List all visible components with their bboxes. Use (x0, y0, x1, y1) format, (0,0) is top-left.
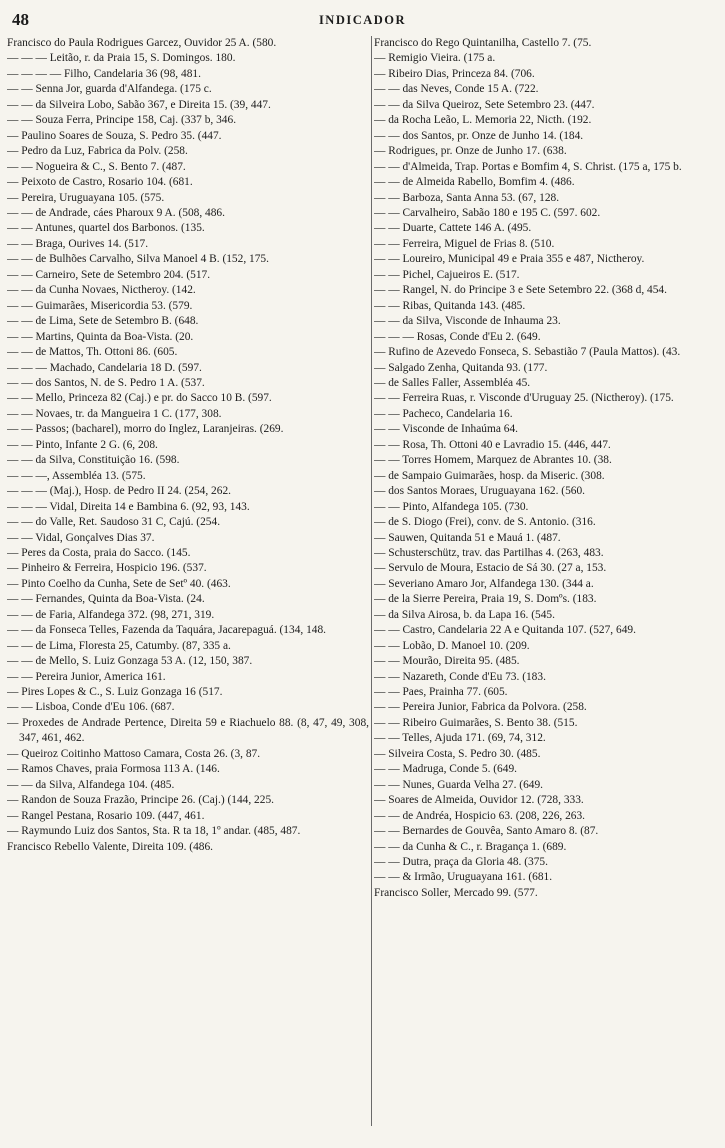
directory-entry: — — Guimarães, Misericordia 53. (579. (7, 299, 193, 312)
directory-entry: — — da Silva, Visconde de Inhauma 23. (374, 315, 561, 328)
directory-entry: — — da Silveira Lobo, Sabão 367, e Direita 15. (39, 447. (7, 98, 271, 111)
directory-entry: — Salgado Zenha, Quitanda 93. (177. (374, 361, 548, 374)
directory-entry: — — Nunes, Guarda Velha 27. (649. (374, 778, 544, 791)
directory-entry: — Sauwen, Quitanda 51 e Mauá 1. (487. (374, 531, 561, 544)
directory-entry: — — — Machado, Candelaria 18 D. (597. (7, 361, 202, 374)
directory-entry: — — Pinto, Alfandega 105. (730. (374, 500, 529, 513)
page-number: 48 (12, 10, 29, 29)
directory-entry: — — Loureiro, Municipal 49 e Praia 355 e 487, Nictheroy. (374, 253, 645, 266)
directory-entry: — Pinto Coelho da Cunha, Sete de Setº 40. (463. (7, 577, 231, 590)
directory-entry: — — de Andréa, Hospicio 63. (208, 226, 263. (374, 809, 586, 822)
directory-entry: — — — Vidal, Direita 14 e Bambina 6. (92, 93, 143. (7, 500, 250, 513)
page-header (0, 0, 725, 34)
directory-entry: Francisco do Rego Quintanilha, Castello 7. (75. (374, 37, 592, 49)
directory-entry: — Pires Lopes & C., S. Luiz Gonzaga 16 (517. (7, 686, 223, 699)
directory-entry: — — Ferreira, Miguel de Frias 8. (510. (374, 237, 555, 250)
directory-entry: — — Vidal, Gonçalves Dias 37. (7, 531, 155, 544)
directory-entry: — Remigio Vieira. (175 a. (374, 52, 496, 65)
directory-entry: — Servulo de Moura, Estacio de Sá 30. (27 a, 153. (374, 562, 607, 575)
directory-entry: — — Nogueira & C., S. Bento 7. (487. (7, 160, 186, 173)
directory-entry: — — Lobão, D. Manoel 10. (209. (374, 639, 530, 652)
directory-entry: — — das Neves, Conde 15 A. (722. (374, 83, 539, 96)
directory-entry: — Paulino Soares de Souza, S. Pedro 35. (447. (7, 129, 222, 142)
directory-entry: — Peres da Costa, praia do Sacco. (145. (7, 546, 191, 559)
directory-entry: — — —, Assembléa 13. (575. (7, 469, 146, 482)
directory-entry: — — Pereira Junior, America 161. (7, 670, 166, 683)
directory-entry: — — Fernandes, Quinta da Boa-Vista. (24. (7, 593, 205, 606)
directory-entry: — Rodrigues, pr. Onze de Junho 17. (638. (374, 145, 567, 158)
directory-entry: — — Telles, Ajuda 171. (69, 74, 312. (374, 732, 546, 745)
column-divider (371, 36, 372, 1126)
directory-entry: — Queiroz Coitinho Mattoso Camara, Costa 26. (3, 87. (7, 747, 261, 760)
directory-entry: — — Souza Ferra, Principe 158, Caj. (337 b, 346. (7, 114, 237, 127)
directory-entry: — — — (Maj.), Hosp. de Pedro II 24. (254, 262. (7, 485, 231, 498)
directory-entry: — — Ribeiro Guimarães, S. Bento 38. (515. (374, 716, 578, 729)
directory-entry: — dos Santos Moraes, Uruguayana 162. (560. (374, 485, 586, 498)
directory-entry: Francisco do Paula Rodrigues Garcez, Ouvidor 25 A. (580. (7, 37, 277, 49)
directory-entry: — Ribeiro Dias, Princeza 84. (706. (374, 67, 535, 80)
directory-entry: — — Ferreira Ruas, r. Visconde d'Uruguay 25. (Nictheroy). (175. (374, 392, 674, 405)
directory-entry: — — Rangel, N. do Principe 3 e Sete Setembro 22. (368 d, 454. (374, 284, 667, 297)
directory-entry: — — dos Santos, N. de S. Pedro 1 A. (537. (7, 376, 205, 389)
directory-entry: — — Bernardes de Gouvêa, Santo Amaro 8. (87. (374, 825, 599, 838)
page-title: INDICADOR (318, 13, 407, 27)
directory-entry: — — de Faria, Alfandega 372. (98, 271, 319. (7, 608, 215, 621)
directory-entry: — — Novaes, tr. da Mangueira 1 C. (177, 308. (7, 407, 222, 420)
right-column (374, 36, 721, 1140)
directory-entry: — — Carvalheiro, Sabão 180 e 195 C. (597. 602. (374, 206, 601, 219)
directory-entry: — — de Mello, S. Luiz Gonzaga 53 A. (12, 150, 387. (7, 655, 253, 668)
directory-entry: — — Passos; (bacharel), morro do Inglez, Laranjeiras. (269. (7, 423, 284, 436)
directory-entry: — — Paes, Prainha 77. (605. (374, 686, 508, 699)
directory-entry: — de Sampaio Guimarães, hosp. da Miseric. (308. (374, 469, 605, 482)
directory-entry: — — Dutra, praça da Gloria 48. (375. (374, 856, 548, 869)
directory-entry: — Pinheiro & Ferreira, Hospicio 196. (537. (7, 562, 207, 575)
directory-entry: — da Silva Airosa, b. da Lapa 16. (545. (374, 608, 555, 621)
directory-entry: — Rangel Pestana, Rosario 109. (447, 461. (7, 809, 205, 822)
directory-entry: — — Ribas, Quitanda 143. (485. (374, 299, 526, 312)
directory-entry: — — — Leitão, r. da Praia 15, S. Domingos. 180. (7, 52, 236, 65)
directory-entry: Francisco Rebello Valente, Direita 109. (486. (7, 840, 214, 853)
directory-columns (7, 36, 721, 1140)
directory-entry: — de Salles Faller, Assembléa 45. (374, 376, 531, 389)
directory-entry: — Soares de Almeida, Ouvidor 12. (728, 333. (374, 794, 584, 807)
directory-entry: — Ramos Chaves, praia Formosa 113 A. (146. (7, 763, 220, 776)
directory-entry: — — Pichel, Cajueiros E. (517. (374, 268, 520, 281)
directory-entry: — da Rocha Leão, L. Memoria 22, Nicth. (192. (374, 114, 592, 127)
directory-entry: — Schusterschütz, trav. das Partilhas 4. (263, 483. (374, 546, 604, 559)
directory-entry: — — de Lima, Floresta 25, Catumby. (87, 335 a. (7, 639, 231, 652)
directory-entry: — Proxedes de Andrade Pertence, Direita 59 e Riachuelo 88. (8, 47, 49, 308, 347, 461, 462. (7, 716, 369, 745)
directory-entry: — — de Almeida Rabello, Bomfim 4. (486. (374, 176, 575, 189)
directory-entry: — — Duarte, Cattete 146 A. (495. (374, 222, 532, 235)
directory-entry: — — da Fonseca Telles, Fazenda da Taquára, Jacarepaguá. (134, 148. (7, 624, 327, 637)
directory-entry: — — de Lima, Sete de Setembro B. (648. (7, 315, 199, 328)
directory-entry: — — da Silva, Alfandega 104. (485. (7, 778, 175, 791)
directory-entry: — Peixoto de Castro, Rosario 104. (681. (7, 176, 193, 189)
directory-entry: — — Pereira Junior, Fabrica da Polvora. (258. (374, 701, 587, 714)
directory-entry: — — Barboza, Santa Anna 53. (67, 128. (374, 191, 560, 204)
directory-entry: — Randon de Souza Frazão, Principe 26. (Caj.) (144, 225. (7, 794, 274, 807)
directory-entry: — — de Andrade, cáes Pharoux 9 A. (508, 486. (7, 206, 225, 219)
directory-entry: — — Torres Homem, Marquez de Abrantes 10. (38. (374, 454, 612, 467)
directory-entry: — — do Valle, Ret. Saudoso 31 C, Cajú. (254. (7, 516, 221, 529)
directory-entry: — — da Silva, Constituição 16. (598. (7, 454, 180, 467)
directory-entry: — — — — Filho, Candelaria 36 (98, 481. (7, 67, 201, 80)
directory-entry: — — Madruga, Conde 5. (649. (374, 763, 517, 776)
directory-entry: — — — Rosas, Conde d'Eu 2. (649. (374, 330, 541, 343)
directory-entry: — — & Irmão, Uruguayana 161. (681. (374, 871, 553, 884)
directory-entry: — de S. Diogo (Frei), conv. de S. Antonio. (316. (374, 516, 596, 529)
directory-entry: — Severiano Amaro Jor, Alfandega 130. (344 a. (374, 577, 594, 590)
directory-entry: — — Pacheco, Candelaria 16. (374, 407, 513, 420)
directory-entry: — — Rosa, Th. Ottoni 40 e Lavradio 15. (446, 447. (374, 438, 611, 451)
directory-entry: — — Antunes, quartel dos Barbonos. (135. (7, 222, 205, 235)
directory-entry: — — da Silva Queiroz, Sete Setembro 23. (447. (374, 98, 595, 111)
left-column (7, 36, 369, 1140)
directory-entry: — Raymundo Luiz dos Santos, Sta. R ta 18, 1º andar. (485, 487. (7, 825, 301, 838)
directory-entry: — — Carneiro, Sete de Setembro 204. (517. (7, 268, 211, 281)
directory-entry: — — Martins, Quinta da Boa-Vista. (20. (7, 330, 194, 343)
directory-entry: — — d'Almeida, Trap. Portas e Bomfim 4, S. Christ. (175 a, 175 b. (374, 160, 682, 173)
directory-entry: — Silveira Costa, S. Pedro 30. (485. (374, 747, 541, 760)
directory-entry: — — de Bulhões Carvalho, Silva Manoel 4 B. (152, 175. (7, 253, 269, 266)
directory-entry: — Pedro da Luz, Fabrica da Polv. (258. (7, 145, 188, 158)
directory-entry: Francisco Soller, Mercado 99. (577. (374, 886, 538, 899)
directory-entry: — — Pinto, Infante 2 G. (6, 208. (7, 438, 158, 451)
directory-entry: — — Braga, Ourives 14. (517. (7, 237, 149, 250)
directory-entry: — — Castro, Candelaria 22 A e Quitanda 107. (527, 649. (374, 624, 636, 637)
directory-entry: — — da Cunha Novaes, Nictheroy. (142. (7, 284, 196, 297)
directory-entry: — — de Mattos, Th. Ottoni 86. (605. (7, 346, 178, 359)
directory-entry: — Rufino de Azevedo Fonseca, S. Sebastião 7 (Paula Mattos). (43. (374, 346, 681, 359)
directory-entry: — Pereira, Uruguayana 105. (575. (7, 191, 165, 204)
directory-entry: — — Senna Jor, guarda d'Alfandega. (175 c. (7, 83, 212, 96)
directory-entry: — — Nazareth, Conde d'Eu 73. (183. (374, 670, 546, 683)
directory-entry: — — Visconde de Inhaúma 64. (374, 423, 518, 436)
directory-entry: — de la Sierre Pereira, Praia 19, S. Domºs. (183. (374, 593, 597, 606)
directory-entry: — — da Cunha & C., r. Bragança 1. (689. (374, 840, 567, 853)
directory-entry: — — dos Santos, pr. Onze de Junho 14. (184. (374, 129, 584, 142)
directory-entry: — — Mourão, Direita 95. (485. (374, 655, 520, 668)
directory-entry: — — Mello, Princeza 82 (Caj.) e pr. do Sacco 10 B. (597. (7, 392, 272, 405)
directory-entry: — — Lisboa, Conde d'Eu 106. (687. (7, 701, 175, 714)
